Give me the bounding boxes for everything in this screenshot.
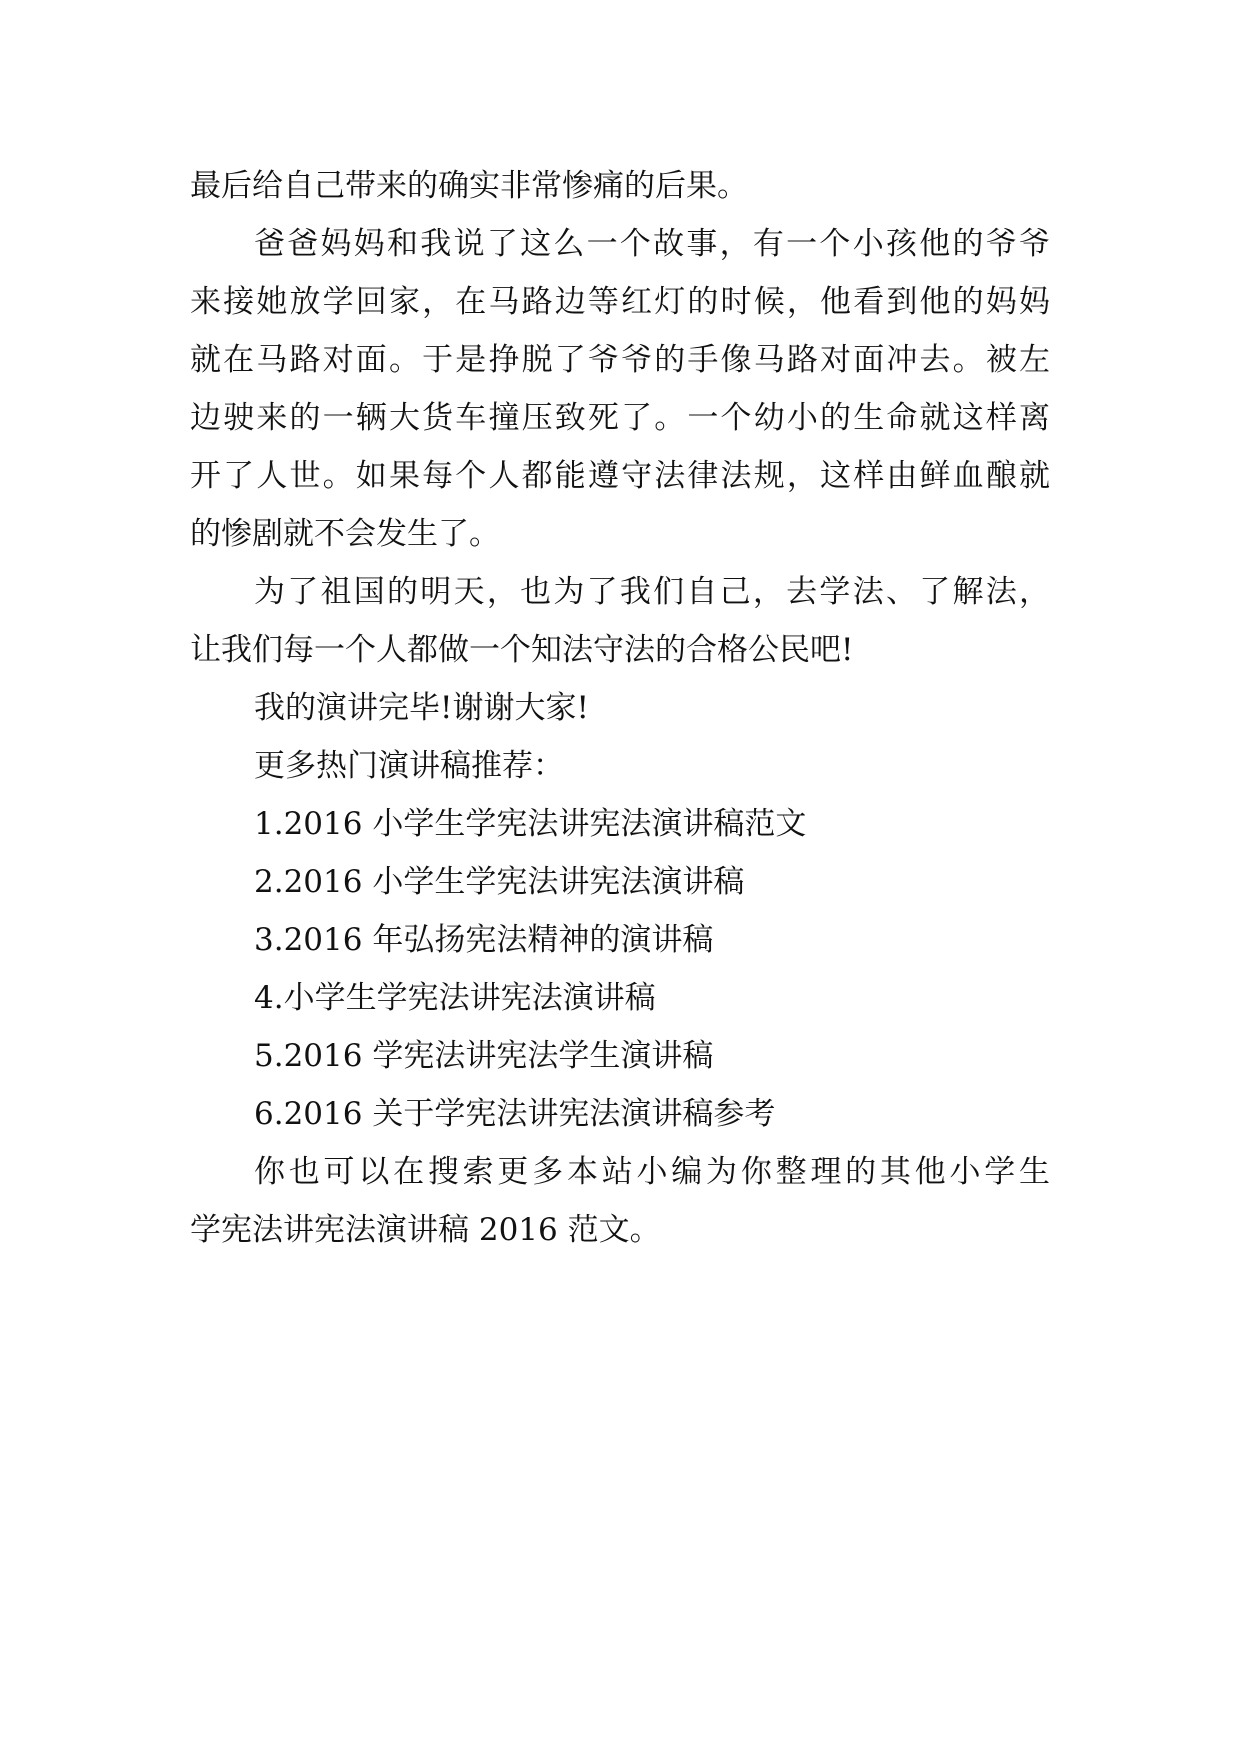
recommendation-item: 1.2016 小学生学宪法讲宪法演讲稿范文 <box>254 806 807 842</box>
text-line: 学宪法讲宪法演讲稿 2016 范文。 <box>190 1212 661 1248</box>
text-line: 边驶来的一辆大货车撞压致死了。一个幼小的生命就这样离 <box>190 400 1050 436</box>
text-line: 就在马路对面。于是挣脱了爷爷的手像马路对面冲去。被左 <box>190 342 1050 378</box>
recommendation-heading: 更多热门演讲稿推荐： <box>254 748 564 784</box>
text-line: 开了人世。如果每个人都能遵守法律法规，这样由鲜血酿就 <box>190 458 1050 494</box>
text-line: 最后给自己带来的确实非常惨痛的后果。 <box>190 168 748 204</box>
text-line: 让我们每一个人都做一个知法守法的合格公民吧! <box>190 632 854 668</box>
text-line: 你也可以在搜索更多本站小编为你整理的其他小学生 <box>254 1154 1050 1190</box>
recommendation-item: 4.小学生学宪法讲宪法演讲稿 <box>254 980 656 1016</box>
recommendation-item: 2.2016 小学生学宪法讲宪法演讲稿 <box>254 864 745 900</box>
text-line: 来接她放学回家，在马路边等红灯的时候，他看到他的妈妈 <box>190 284 1050 320</box>
recommendation-item: 5.2016 学宪法讲宪法学生演讲稿 <box>254 1038 714 1074</box>
recommendation-item: 6.2016 关于学宪法讲宪法演讲稿参考 <box>254 1096 776 1132</box>
document-body <box>190 157 1050 1259</box>
recommendation-item: 3.2016 年弘扬宪法精神的演讲稿 <box>254 922 714 958</box>
text-line: 的惨剧就不会发生了。 <box>190 516 500 552</box>
text-line: 为了祖国的明天，也为了我们自己，去学法、了解法， <box>254 574 1050 610</box>
text-line: 爸爸妈妈和我说了这么一个故事，有一个小孩他的爷爷 <box>254 226 1050 262</box>
closing-line: 我的演讲完毕!谢谢大家! <box>254 690 589 726</box>
